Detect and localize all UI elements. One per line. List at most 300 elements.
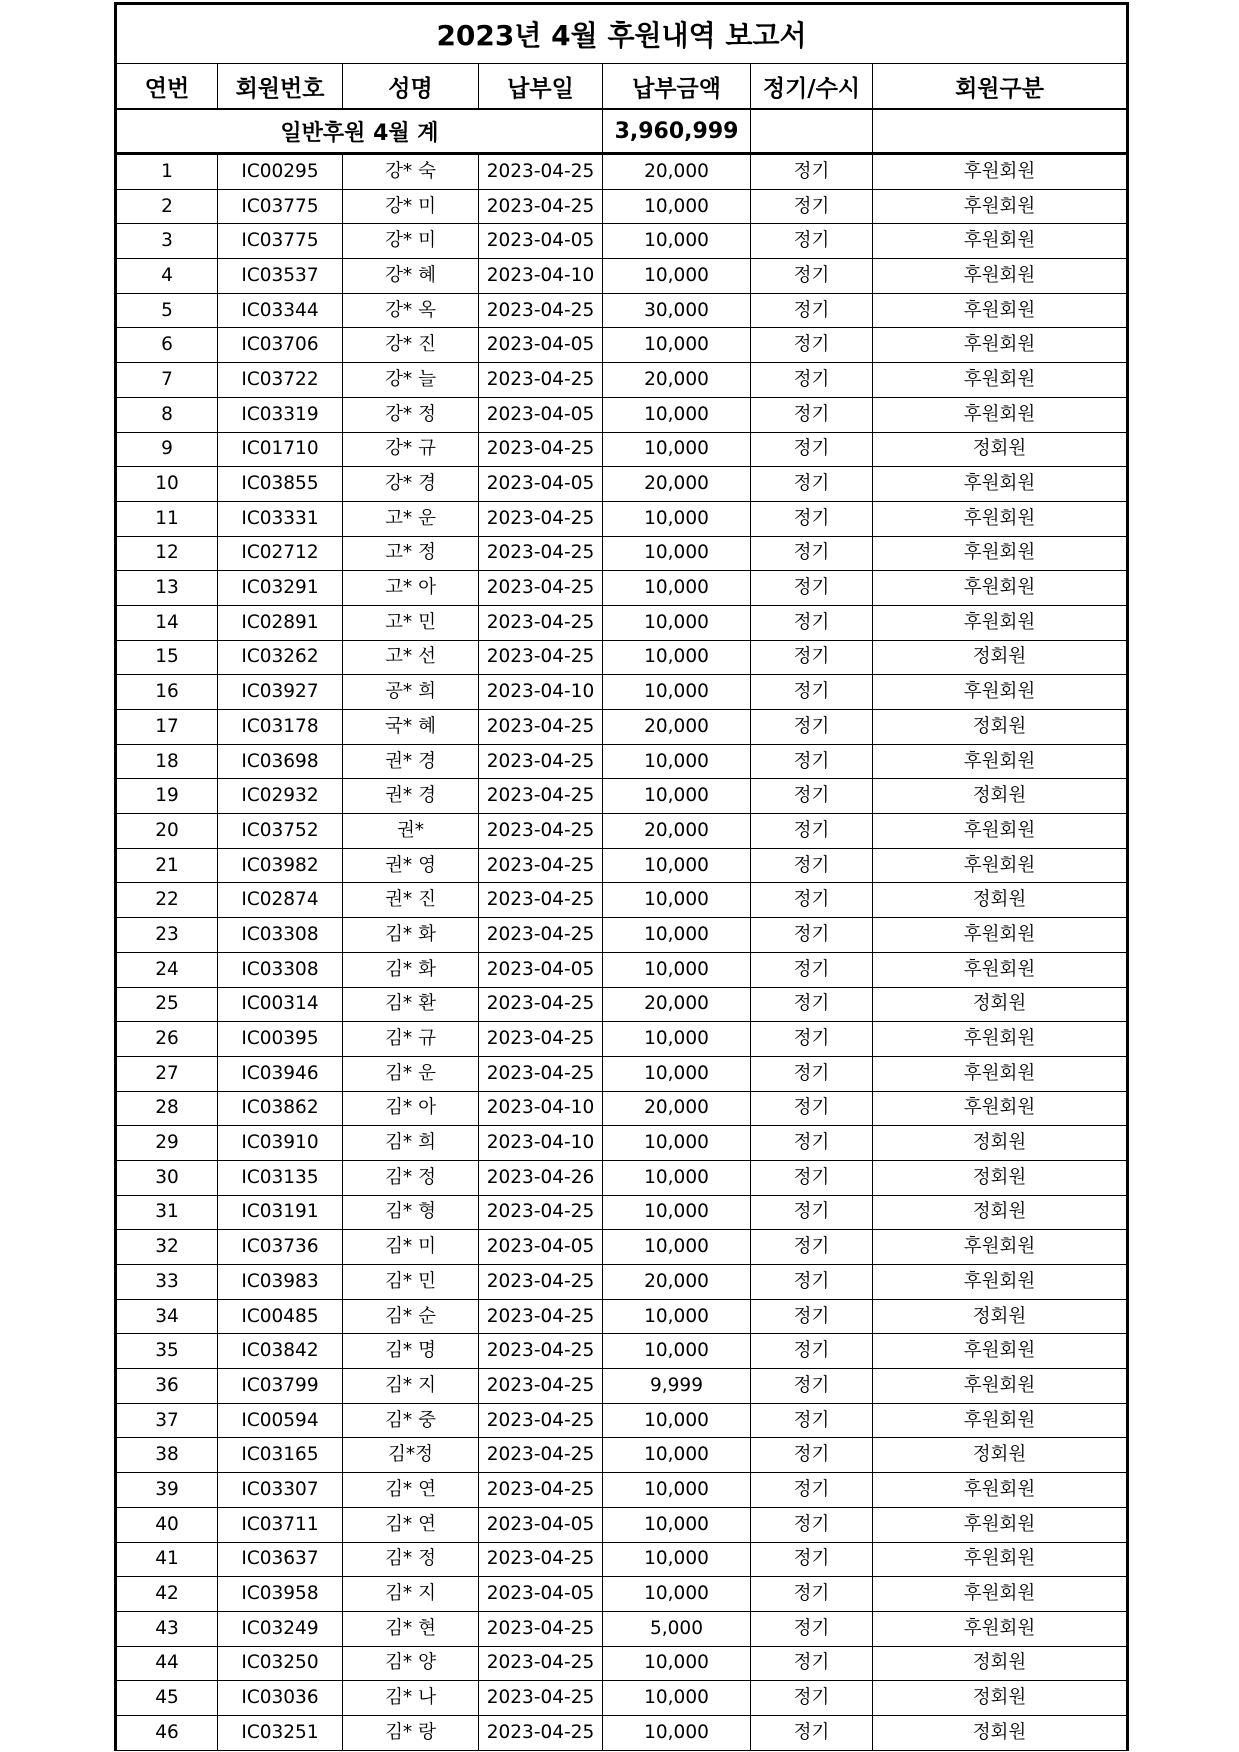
row-member-category: 후원회원: [873, 224, 1128, 259]
row-payment-date: 2023-04-25: [479, 1195, 603, 1230]
row-member-id: IC03752: [218, 814, 343, 849]
row-member-id: IC03308: [218, 952, 343, 987]
row-payment-amount: 10,000: [603, 675, 751, 710]
row-member-id: IC00594: [218, 1403, 343, 1438]
row-payment-amount: 10,000: [603, 1542, 751, 1577]
row-index: 32: [116, 1230, 218, 1265]
row-member-category: 후원회원: [873, 259, 1128, 294]
row-member-id: IC03178: [218, 710, 343, 745]
row-member-category: 후원회원: [873, 1056, 1128, 1091]
row-member-id: IC00295: [218, 154, 343, 190]
row-index: 35: [116, 1334, 218, 1369]
row-payment-amount: 10,000: [603, 605, 751, 640]
table-row: [116, 1334, 1128, 1369]
row-name: 김* 형: [343, 1195, 479, 1230]
row-name: 김* 지: [343, 1577, 479, 1612]
row-member-id: IC03036: [218, 1681, 343, 1716]
table-row: [116, 987, 1128, 1022]
row-payment-type: 정기: [751, 1195, 873, 1230]
header-index: 연번: [116, 64, 218, 110]
table-row: [116, 189, 1128, 224]
row-payment-type: 정기: [751, 1334, 873, 1369]
row-member-category: 후원회원: [873, 571, 1128, 606]
row-payment-amount: 10,000: [603, 744, 751, 779]
row-index: 24: [116, 952, 218, 987]
table-row: [116, 883, 1128, 918]
row-payment-amount: 10,000: [603, 501, 751, 536]
row-payment-date: 2023-04-25: [479, 1334, 603, 1369]
summary-row: [116, 109, 1128, 154]
row-payment-amount: 10,000: [603, 1334, 751, 1369]
table-row: [116, 1126, 1128, 1161]
row-name: 강* 미: [343, 189, 479, 224]
row-index: 28: [116, 1091, 218, 1126]
row-payment-date: 2023-04-25: [479, 814, 603, 849]
table-row: [116, 779, 1128, 814]
table-row: [116, 363, 1128, 398]
row-payment-amount: 10,000: [603, 883, 751, 918]
row-member-category: 후원회원: [873, 328, 1128, 363]
table-row: [116, 501, 1128, 536]
row-member-id: IC03910: [218, 1126, 343, 1161]
donation-table: [114, 2, 1129, 1751]
table-row: [116, 605, 1128, 640]
row-index: 23: [116, 918, 218, 953]
row-payment-type: 정기: [751, 1646, 873, 1681]
row-payment-type: 정기: [751, 224, 873, 259]
row-index: 9: [116, 432, 218, 467]
row-index: 11: [116, 501, 218, 536]
row-index: 45: [116, 1681, 218, 1716]
row-payment-date: 2023-04-25: [479, 154, 603, 190]
row-index: 41: [116, 1542, 218, 1577]
row-payment-date: 2023-04-25: [479, 1056, 603, 1091]
row-payment-date: 2023-04-05: [479, 1507, 603, 1542]
row-payment-amount: 10,000: [603, 1473, 751, 1508]
table-row: [116, 536, 1128, 571]
header-member-category: 회원구분: [873, 64, 1128, 110]
row-name: 고* 아: [343, 571, 479, 606]
row-index: 39: [116, 1473, 218, 1508]
row-index: 33: [116, 1265, 218, 1300]
row-payment-amount: 10,000: [603, 224, 751, 259]
row-member-category: 후원회원: [873, 1611, 1128, 1646]
row-member-id: IC03862: [218, 1091, 343, 1126]
row-payment-date: 2023-04-25: [479, 605, 603, 640]
table-row: [116, 1160, 1128, 1195]
row-member-category: 후원회원: [873, 605, 1128, 640]
row-name: 김* 화: [343, 918, 479, 953]
row-name: 김* 희: [343, 1126, 479, 1161]
row-name: 강* 옥: [343, 293, 479, 328]
row-name: 강* 숙: [343, 154, 479, 190]
row-payment-type: 정기: [751, 1091, 873, 1126]
row-name: 국* 혜: [343, 710, 479, 745]
table-row: [116, 1646, 1128, 1681]
row-payment-date: 2023-04-25: [479, 1265, 603, 1300]
row-member-category: 정회원: [873, 1195, 1128, 1230]
row-name: 권* 영: [343, 848, 479, 883]
row-payment-amount: 10,000: [603, 397, 751, 432]
table-row: [116, 1473, 1128, 1508]
row-payment-type: 정기: [751, 1022, 873, 1057]
row-payment-amount: 20,000: [603, 467, 751, 502]
row-name: 김* 정: [343, 1160, 479, 1195]
row-member-id: IC03855: [218, 467, 343, 502]
row-member-category: 후원회원: [873, 501, 1128, 536]
row-payment-date: 2023-04-25: [479, 918, 603, 953]
row-member-category: 후원회원: [873, 675, 1128, 710]
row-payment-amount: 10,000: [603, 1646, 751, 1681]
row-payment-amount: 10,000: [603, 1507, 751, 1542]
row-payment-date: 2023-04-25: [479, 1473, 603, 1508]
row-member-id: IC03165: [218, 1438, 343, 1473]
row-name: 김* 중: [343, 1403, 479, 1438]
row-payment-amount: 10,000: [603, 259, 751, 294]
row-payment-type: 정기: [751, 1611, 873, 1646]
row-member-id: IC03736: [218, 1230, 343, 1265]
row-payment-date: 2023-04-25: [479, 1646, 603, 1681]
table-row: [116, 154, 1128, 190]
table-row: [116, 1715, 1128, 1750]
row-name: 김* 민: [343, 1265, 479, 1300]
row-payment-date: 2023-04-25: [479, 1299, 603, 1334]
row-member-id: IC03250: [218, 1646, 343, 1681]
table-row: [116, 293, 1128, 328]
row-member-id: IC03331: [218, 501, 343, 536]
row-payment-type: 정기: [751, 1230, 873, 1265]
row-member-id: IC03251: [218, 1715, 343, 1750]
row-member-category: 후원회원: [873, 1369, 1128, 1404]
row-payment-date: 2023-04-05: [479, 467, 603, 502]
summary-label: 일반후원 4월 계: [116, 109, 603, 154]
table-row: [116, 1091, 1128, 1126]
row-member-category: 후원회원: [873, 848, 1128, 883]
header-member-id: 회원번호: [218, 64, 343, 110]
row-name: 김* 현: [343, 1611, 479, 1646]
row-payment-date: 2023-04-25: [479, 536, 603, 571]
table-row: [116, 224, 1128, 259]
title-row: [116, 4, 1128, 64]
row-payment-amount: 10,000: [603, 918, 751, 953]
table-row: [116, 1265, 1128, 1300]
row-payment-type: 정기: [751, 883, 873, 918]
row-payment-date: 2023-04-05: [479, 1230, 603, 1265]
table-row: [116, 1299, 1128, 1334]
row-index: 7: [116, 363, 218, 398]
row-payment-type: 정기: [751, 467, 873, 502]
row-payment-date: 2023-04-10: [479, 1091, 603, 1126]
row-member-category: 정회원: [873, 1715, 1128, 1750]
row-name: 고* 선: [343, 640, 479, 675]
row-member-category: 후원회원: [873, 536, 1128, 571]
row-member-id: IC03307: [218, 1473, 343, 1508]
row-name: 강* 미: [343, 224, 479, 259]
row-payment-date: 2023-04-25: [479, 432, 603, 467]
header-row: [116, 64, 1128, 110]
row-name: 강* 정: [343, 397, 479, 432]
row-member-category: 후원회원: [873, 1542, 1128, 1577]
row-member-id: IC02712: [218, 536, 343, 571]
row-payment-type: 정기: [751, 293, 873, 328]
row-member-category: 정회원: [873, 1299, 1128, 1334]
row-member-category: 후원회원: [873, 918, 1128, 953]
row-name: 고* 정: [343, 536, 479, 571]
row-payment-amount: 10,000: [603, 1438, 751, 1473]
row-name: 김*정: [343, 1438, 479, 1473]
table-row: [116, 1507, 1128, 1542]
row-payment-date: 2023-04-25: [479, 640, 603, 675]
row-name: 김* 환: [343, 987, 479, 1022]
row-payment-amount: 10,000: [603, 1577, 751, 1612]
summary-category: [873, 109, 1128, 154]
row-index: 5: [116, 293, 218, 328]
row-member-id: IC03722: [218, 363, 343, 398]
row-payment-date: 2023-04-05: [479, 952, 603, 987]
row-member-category: 후원회원: [873, 154, 1128, 190]
row-payment-date: 2023-04-25: [479, 779, 603, 814]
row-name: 김* 연: [343, 1507, 479, 1542]
row-payment-date: 2023-04-25: [479, 1369, 603, 1404]
row-name: 김* 순: [343, 1299, 479, 1334]
table-row: [116, 744, 1128, 779]
row-payment-type: 정기: [751, 1507, 873, 1542]
row-member-id: IC03775: [218, 224, 343, 259]
row-member-id: IC03799: [218, 1369, 343, 1404]
table-row: [116, 1403, 1128, 1438]
row-name: 김* 명: [343, 1334, 479, 1369]
row-member-id: IC03319: [218, 397, 343, 432]
row-name: 강* 혜: [343, 259, 479, 294]
row-payment-date: 2023-04-25: [479, 1403, 603, 1438]
table-row: [116, 259, 1128, 294]
row-payment-type: 정기: [751, 640, 873, 675]
row-name: 고* 운: [343, 501, 479, 536]
row-index: 10: [116, 467, 218, 502]
row-index: 37: [116, 1403, 218, 1438]
row-member-id: IC03775: [218, 189, 343, 224]
row-name: 김* 연: [343, 1473, 479, 1508]
row-index: 1: [116, 154, 218, 190]
row-member-category: 후원회원: [873, 1265, 1128, 1300]
row-payment-amount: 10,000: [603, 1126, 751, 1161]
row-member-id: IC00314: [218, 987, 343, 1022]
row-payment-date: 2023-04-05: [479, 328, 603, 363]
row-payment-type: 정기: [751, 675, 873, 710]
row-name: 고* 민: [343, 605, 479, 640]
row-index: 40: [116, 1507, 218, 1542]
table-row: [116, 467, 1128, 502]
row-index: 43: [116, 1611, 218, 1646]
row-payment-type: 정기: [751, 259, 873, 294]
row-name: 권* 경: [343, 779, 479, 814]
row-member-category: 후원회원: [873, 1091, 1128, 1126]
row-member-category: 후원회원: [873, 397, 1128, 432]
report-document: [114, 2, 1126, 1751]
row-member-id: IC03706: [218, 328, 343, 363]
row-index: 15: [116, 640, 218, 675]
row-member-id: IC02932: [218, 779, 343, 814]
row-payment-date: 2023-04-10: [479, 259, 603, 294]
row-index: 14: [116, 605, 218, 640]
row-payment-type: 정기: [751, 432, 873, 467]
table-row: [116, 675, 1128, 710]
row-payment-amount: 10,000: [603, 536, 751, 571]
row-member-category: 후원회원: [873, 1507, 1128, 1542]
row-payment-date: 2023-04-25: [479, 501, 603, 536]
table-row: [116, 1438, 1128, 1473]
table-row: [116, 918, 1128, 953]
row-member-category: 후원회원: [873, 744, 1128, 779]
row-payment-amount: 20,000: [603, 1265, 751, 1300]
row-index: 29: [116, 1126, 218, 1161]
row-name: 김* 운: [343, 1056, 479, 1091]
row-payment-date: 2023-04-25: [479, 883, 603, 918]
row-member-category: 후원회원: [873, 952, 1128, 987]
row-payment-type: 정기: [751, 710, 873, 745]
row-payment-amount: 10,000: [603, 1299, 751, 1334]
row-payment-date: 2023-04-05: [479, 397, 603, 432]
table-row: [116, 640, 1128, 675]
row-name: 공* 희: [343, 675, 479, 710]
row-payment-type: 정기: [751, 363, 873, 398]
row-index: 2: [116, 189, 218, 224]
row-payment-type: 정기: [751, 328, 873, 363]
table-row: [116, 1681, 1128, 1716]
row-payment-date: 2023-04-10: [479, 1126, 603, 1161]
row-member-id: IC03927: [218, 675, 343, 710]
row-index: 21: [116, 848, 218, 883]
row-payment-type: 정기: [751, 1056, 873, 1091]
row-payment-date: 2023-04-05: [479, 1577, 603, 1612]
row-member-id: IC03983: [218, 1265, 343, 1300]
row-member-category: 정회원: [873, 710, 1128, 745]
table-row: [116, 432, 1128, 467]
row-payment-type: 정기: [751, 1403, 873, 1438]
row-member-id: IC03262: [218, 640, 343, 675]
row-name: 권* 진: [343, 883, 479, 918]
row-name: 권*: [343, 814, 479, 849]
row-index: 12: [116, 536, 218, 571]
row-name: 김* 양: [343, 1646, 479, 1681]
row-member-category: 후원회원: [873, 1473, 1128, 1508]
row-member-id: IC00395: [218, 1022, 343, 1057]
row-member-id: IC03711: [218, 1507, 343, 1542]
table-row: [116, 1022, 1128, 1057]
row-member-id: IC03946: [218, 1056, 343, 1091]
row-payment-date: 2023-04-25: [479, 571, 603, 606]
row-payment-type: 정기: [751, 987, 873, 1022]
table-row: [116, 328, 1128, 363]
summary-type: [751, 109, 873, 154]
row-member-category: 정회원: [873, 987, 1128, 1022]
row-member-id: IC03291: [218, 571, 343, 606]
row-name: 김* 지: [343, 1369, 479, 1404]
row-payment-type: 정기: [751, 1265, 873, 1300]
row-index: 36: [116, 1369, 218, 1404]
row-index: 20: [116, 814, 218, 849]
row-member-category: 정회원: [873, 432, 1128, 467]
row-payment-date: 2023-04-25: [479, 1611, 603, 1646]
row-member-id: IC02874: [218, 883, 343, 918]
row-member-id: IC03249: [218, 1611, 343, 1646]
row-payment-type: 정기: [751, 1299, 873, 1334]
row-payment-type: 정기: [751, 1715, 873, 1750]
row-member-id: IC02891: [218, 605, 343, 640]
row-payment-amount: 20,000: [603, 814, 751, 849]
row-index: 26: [116, 1022, 218, 1057]
table-row: [116, 1056, 1128, 1091]
row-payment-amount: 10,000: [603, 189, 751, 224]
row-payment-date: 2023-04-10: [479, 675, 603, 710]
row-payment-date: 2023-04-26: [479, 1160, 603, 1195]
row-name: 강* 진: [343, 328, 479, 363]
row-index: 38: [116, 1438, 218, 1473]
row-member-id: IC03982: [218, 848, 343, 883]
row-member-category: 후원회원: [873, 1334, 1128, 1369]
row-payment-amount: 10,000: [603, 1022, 751, 1057]
row-payment-date: 2023-04-25: [479, 1681, 603, 1716]
row-index: 34: [116, 1299, 218, 1334]
row-member-id: IC03537: [218, 259, 343, 294]
row-payment-type: 정기: [751, 571, 873, 606]
row-member-id: IC03135: [218, 1160, 343, 1195]
row-payment-amount: 20,000: [603, 1091, 751, 1126]
row-payment-amount: 10,000: [603, 432, 751, 467]
row-payment-type: 정기: [751, 1542, 873, 1577]
row-index: 17: [116, 710, 218, 745]
table-row: [116, 397, 1128, 432]
row-member-category: 후원회원: [873, 814, 1128, 849]
row-payment-amount: 9,999: [603, 1369, 751, 1404]
row-payment-type: 정기: [751, 848, 873, 883]
row-index: 25: [116, 987, 218, 1022]
row-member-category: 후원회원: [873, 189, 1128, 224]
row-payment-type: 정기: [751, 605, 873, 640]
row-payment-amount: 10,000: [603, 328, 751, 363]
table-row: [116, 1542, 1128, 1577]
row-member-category: 후원회원: [873, 1577, 1128, 1612]
table-row: [116, 952, 1128, 987]
row-payment-type: 정기: [751, 1126, 873, 1161]
row-payment-amount: 10,000: [603, 1056, 751, 1091]
row-payment-type: 정기: [751, 814, 873, 849]
row-payment-amount: 10,000: [603, 1403, 751, 1438]
row-member-category: 후원회원: [873, 1403, 1128, 1438]
row-member-category: 정회원: [873, 640, 1128, 675]
row-index: 6: [116, 328, 218, 363]
row-payment-type: 정기: [751, 1681, 873, 1716]
row-member-id: IC03698: [218, 744, 343, 779]
row-payment-date: 2023-04-25: [479, 293, 603, 328]
row-member-id: IC03344: [218, 293, 343, 328]
row-payment-date: 2023-04-25: [479, 189, 603, 224]
row-index: 22: [116, 883, 218, 918]
row-member-id: IC03842: [218, 1334, 343, 1369]
row-payment-type: 정기: [751, 1473, 873, 1508]
row-payment-type: 정기: [751, 154, 873, 190]
row-member-category: 후원회원: [873, 363, 1128, 398]
row-index: 42: [116, 1577, 218, 1612]
row-payment-type: 정기: [751, 397, 873, 432]
row-member-category: 정회원: [873, 1126, 1128, 1161]
row-payment-amount: 20,000: [603, 987, 751, 1022]
header-payment-amount: 납부금액: [603, 64, 751, 110]
row-payment-amount: 10,000: [603, 779, 751, 814]
table-row: [116, 571, 1128, 606]
row-payment-type: 정기: [751, 952, 873, 987]
row-payment-amount: 5,000: [603, 1611, 751, 1646]
